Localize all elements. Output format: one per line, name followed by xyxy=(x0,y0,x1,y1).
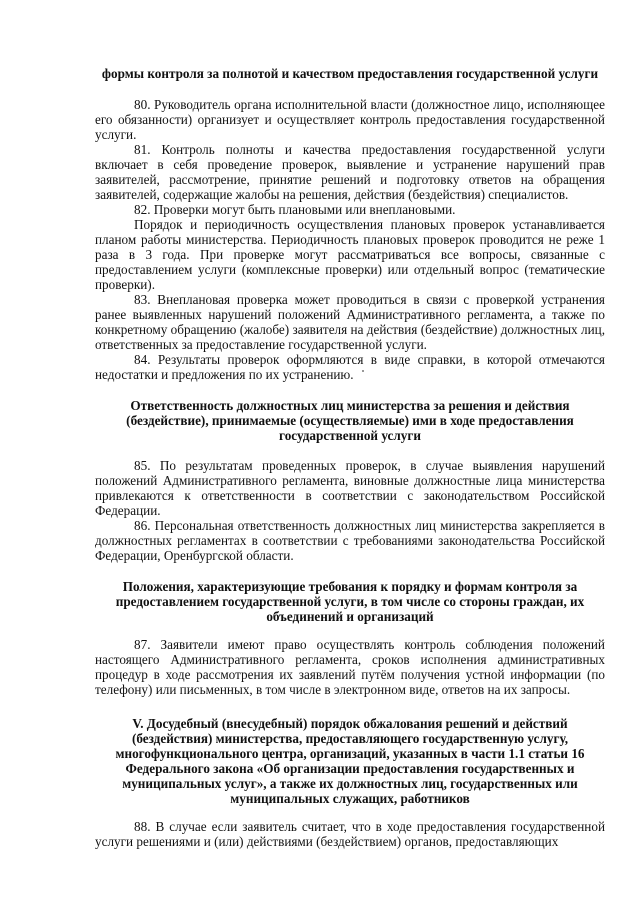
section-heading-appeal: V. Досудебный (внесудебный) порядок обжалования решений и действий (бездействия) министерства, предоставляющего государственную услугу, многофункционального центра, организаций, указанных в части 1.1 статьи 16 Федерального закона «Об организации предоставления государственных и муниципальных услуг», а также их должностных лиц, государственных или муниципальных служащих, работников xyxy=(115,716,585,806)
paragraph-85: 85. По результатам проведенных проверок, в случае выявления нарушений положений Административного регламента, виновные должностные лица министерства привлекаются к ответственности в соответствии с законодательством Российской Федерации. xyxy=(95,458,605,518)
paragraph-84: 84. Результаты проверок оформляются в виде справки, в которой отмечаются недостатки и предложения по их устранению. xyxy=(95,352,605,382)
paragraph-86: 86. Персональная ответственность должностных лиц министерства закрепляется в должностных регламентах в соответствии с требованиями законодательства Российской Федерации, Оренбургской области. xyxy=(95,518,605,563)
paragraph-87: 87. Заявители имеют право осуществлять контроль соблюдения положений настоящего Административного регламента, сроков исполнения административных процедур в ходе рассмотрения их заявлений путём получения устной информации (по телефону) или письменных, в том числе в электронном виде, ответов на их запросы. xyxy=(95,637,605,697)
section-heading-control-forms: формы контроля за полнотой и качеством предоставления государственной услуги xyxy=(101,66,599,81)
paragraph-88-block xyxy=(95,819,605,849)
paragraph-82: 82. Проверки могут быть плановыми или внеплановыми. xyxy=(134,202,456,217)
paragraph-88: 88. В случае если заявитель считает, что в ходе предоставления государственной услуги решениями и (или) действиями (бездействием) органов, предоставляющих xyxy=(95,819,605,849)
scan-speck xyxy=(362,370,364,372)
paragraphs-80-84 xyxy=(95,97,605,382)
paragraph-80: 80. Руководитель органа исполнительной власти (должностное лицо, исполняющее его обязанности) организует и осуществляет контроль предоставления государственной услуги. xyxy=(95,97,605,142)
paragraphs-85-86 xyxy=(95,458,605,563)
section-heading-citizen-control: Положения, характеризующие требования к порядку и формам контроля за предоставлением государственной услуги, в том числе со стороны граждан, их объединений и организаций xyxy=(115,579,585,624)
paragraph-81: 81. Контроль полноты и качества предоставления государственной услуги включает в себя проведение проверок, выявление и устранение нарушений прав заявителей, рассмотрение, принятие решений и подготовку ответов на обращения заявителей, содержащие жалобы на решения, действия (бездействия) специалистов. xyxy=(95,142,605,202)
paragraph-83: 83. Внеплановая проверка может проводиться в связи с проверкой устранения ранее выявленных нарушений положений Административного регламента, а также по конкретному обращению (жалобе) заявителя на действия (бездействие) должностных лиц, ответственных за предоставление государственной услуги. xyxy=(95,292,605,352)
paragraph-82-planning: Порядок и периодичность осуществления плановых проверок устанавливается планом работы министерства. Периодичность плановых проверок проводится не реже 1 раза в 3 года. При проверке могут рассматриваться все вопросы, связанные с предоставлением услуги (комплексные проверки) или отдельный вопрос (тематические проверки). xyxy=(95,217,605,292)
section-heading-responsibility: Ответственность должностных лиц министерства за решения и действия (бездействие), принимаемые (осуществляемые) ими в ходе предоставления государственной услуги xyxy=(126,398,574,443)
paragraph-87-block xyxy=(95,637,605,697)
